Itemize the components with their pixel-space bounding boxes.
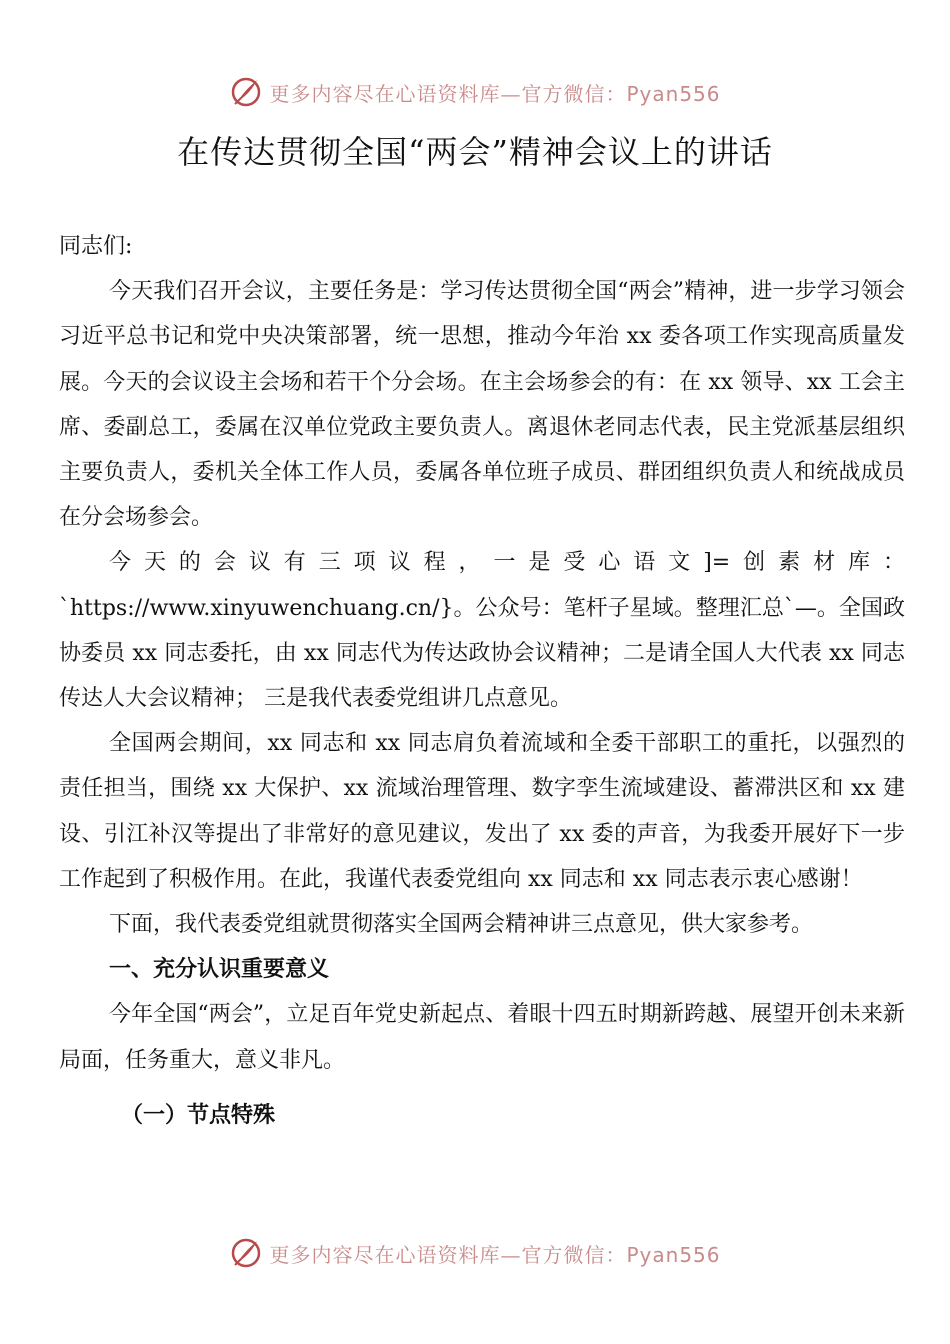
section-heading-1: 一、充分认识重要意义 bbox=[109, 957, 330, 983]
wechat-id: Pyan556 bbox=[626, 1242, 721, 1267]
header-banner bbox=[0, 72, 950, 112]
footer-banner bbox=[0, 1233, 950, 1273]
quill-circle-icon bbox=[229, 1236, 263, 1270]
paragraph-5: 今年全国“两会”，立足百年党史新起点、着眼十四五时期新跨越、展望开创未来新局面，任务重大，意义非凡。 bbox=[59, 1002, 905, 1073]
paragraph-2: 今天的会议有三项议程，一是受心语文]=创素材库：`https://www.xinyuwenchuang.cn/}。公众号：笔杆子星域。整理汇总`—。全国政协委员 xx 同志委托，由 xx 同志代为传达政协会议精神；二是请全国人大代表 xx 同志传达人大会议精神； 三是我代表委党组讲几点意见。 bbox=[59, 550, 905, 712]
banner-text bbox=[269, 1239, 720, 1268]
paragraph-3: 全国两会期间，xx 同志和 xx 同志肩负着流域和全委干部职工的重托，以强烈的责任担当，围绕 xx 大保护、xx 流域治理管理、数字孪生流域建设、蓄滞洪区和 xx 建设、引江补汉等提出了非常好的意见建议，发出了 xx 委的声音，为我委开展好下一步工作起到了积极作用。在此，我谨代表委党组向 xx 同志和 xx 同志表示衷心感谢！ bbox=[59, 731, 905, 892]
banner-text bbox=[269, 78, 720, 107]
subsection-heading-1: （一）节点特殊 bbox=[121, 1102, 276, 1128]
banner-label: 更多内容尽在心语资料库—官方微信： bbox=[269, 1242, 627, 1267]
paragraph-1: 今天我们召开会议，主要任务是：学习传达贯彻全国“两会”精神，进一步学习领会习近平总书记和党中央决策部署，统一思想，推动今年治 xx 委各项工作实现高质量发展。今天的会议设主会场和若干个分会场。在主会场参会的有：在 xx 领导、xx 工会主席、委副总工，委属在汉单位党政主要负责人。离退休老同志代表，民主党派基层组织主要负责人，委机关全体工作人员，委属各单位班子成员、群团组织负责人和统战成员在分会场参会。 bbox=[59, 279, 905, 531]
salutation: 同志们: bbox=[59, 234, 133, 259]
quill-circle-icon bbox=[229, 75, 263, 109]
paragraph-4: 下面，我代表委党组就贯彻落实全国两会精神讲三点意见，供大家参考。 bbox=[109, 912, 814, 938]
document-title: 在传达贯彻全国“两会”精神会议上的讲话 bbox=[177, 133, 773, 171]
banner-label: 更多内容尽在心语资料库—官方微信： bbox=[269, 81, 627, 106]
document-body bbox=[59, 224, 905, 1138]
wechat-id: Pyan556 bbox=[626, 81, 721, 106]
